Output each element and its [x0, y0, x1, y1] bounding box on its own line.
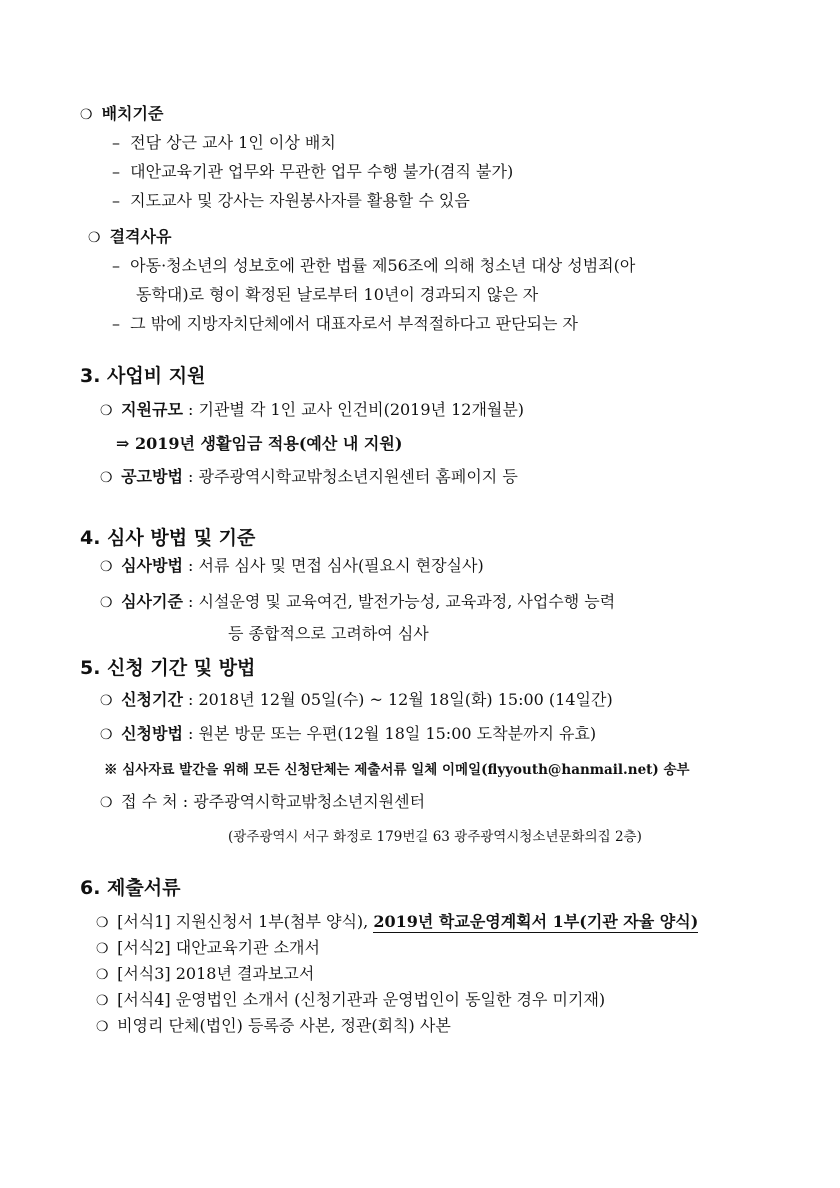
- circle-bullet-icon: ❍: [96, 941, 109, 957]
- application-period-row: ❍ 신청기간 : 2018년 12월 05일(수) ~ 12월 18일(화) 15:00 (14일간): [100, 690, 613, 709]
- list-item-continuation: 동학대)로 형이 확정된 날로부터 10년이 경과되지 않은 자: [136, 285, 539, 304]
- dash-icon: –: [112, 133, 120, 152]
- dash-icon: –: [112, 191, 120, 210]
- circle-bullet-icon: ❍: [80, 107, 93, 123]
- document-item-2: ❍ [서식2] 대안교육기관 소개서: [96, 938, 320, 957]
- list-item: – 전담 상근 교사 1인 이상 배치: [112, 133, 336, 152]
- document-item-4: ❍ [서식4] 운영법인 소개서 (신청기관과 운영법인이 동일한 경우 미기재): [96, 990, 606, 1009]
- review-method-row: ❍ 심사방법 : 서류 심사 및 면접 심사(필요시 현장실사): [100, 556, 484, 575]
- emphasized-plan-requirement: 2019년 학교운영계획서 1부(기관 자율 양식): [373, 912, 699, 931]
- circle-bullet-icon: ❍: [100, 595, 113, 611]
- circle-bullet-icon: ❍: [100, 403, 113, 419]
- application-method-row: ❍ 신청방법 : 원본 방문 또는 우편(12월 18일 15:00 도착분까지 유효): [100, 724, 597, 743]
- document-item-1: ❍ [서식1] 지원신청서 1부(첨부 양식), 2019년 학교운영계획서 1부(기관 자율 양식): [96, 912, 699, 931]
- section-3-heading: 3. 사업비 지원: [80, 365, 206, 387]
- circle-bullet-icon: ❍: [100, 727, 113, 743]
- section-4-heading: 4. 심사 방법 및 기준: [80, 527, 256, 549]
- circle-bullet-icon: ❍: [96, 967, 109, 983]
- document-item-5: ❍ 비영리 단체(법인) 등록증 사본, 정관(회칙) 사본: [96, 1016, 451, 1035]
- list-item: – 대안교육기관 업무와 무관한 업무 수행 불가(겸직 불가): [112, 162, 514, 181]
- review-criteria-row: ❍ 심사기준 : 시설운영 및 교육여건, 발전가능성, 교육과정, 사업수행 능력: [100, 592, 616, 611]
- list-item: – 그 밖에 지방자치단체에서 대표자로서 부적절하다고 판단되는 자: [112, 314, 579, 333]
- dash-icon: –: [112, 314, 120, 333]
- circle-bullet-icon: ❍: [88, 230, 101, 246]
- circle-bullet-icon: ❍: [96, 915, 109, 931]
- circle-bullet-icon: ❍: [100, 795, 113, 811]
- review-criteria-continuation: 등 종합적으로 고려하여 심사: [228, 624, 429, 643]
- dash-icon: –: [112, 256, 120, 275]
- circle-bullet-icon: ❍: [96, 993, 109, 1009]
- circle-bullet-icon: ❍: [100, 693, 113, 709]
- disqualification-heading: ❍ 결격사유: [88, 227, 172, 246]
- section-6-heading: 6. 제출서류: [80, 877, 181, 899]
- list-item: – 아동·청소년의 성보호에 관한 법률 제56조에 의해 청소년 대상 성범죄(아: [112, 256, 636, 275]
- living-wage-note: ⇒ 2019년 생활임금 적용(예산 내 지원): [116, 434, 403, 453]
- placement-criteria-heading: ❍ 배치기준: [80, 104, 164, 123]
- section-5-heading: 5. 신청 기간 및 방법: [80, 657, 256, 679]
- dash-icon: –: [112, 162, 120, 181]
- reception-office-row: ❍ 접 수 처 : 광주광역시학교밖청소년지원센터: [100, 792, 426, 811]
- reception-address: (광주광역시 서구 화정로 179번길 63 광주광역시청소년문화의집 2층): [228, 829, 642, 845]
- list-item: – 지도교사 및 강사는 자원봉사자를 활용할 수 있음: [112, 191, 470, 210]
- circle-bullet-icon: ❍: [96, 1019, 109, 1035]
- support-scale-row: ❍ 지원규모 : 기관별 각 1인 교사 인건비(2019년 12개월분): [100, 400, 525, 419]
- announcement-method-row: ❍ 공고방법 : 광주광역시학교밖청소년지원센터 홈페이지 등: [100, 467, 518, 486]
- circle-bullet-icon: ❍: [100, 470, 113, 486]
- email-submission-notice: ※ 심사자료 발간을 위해 모든 신청단체는 제출서류 일체 이메일(flyyouth@hanmail.net) 송부: [104, 762, 690, 778]
- circle-bullet-icon: ❍: [100, 559, 113, 575]
- document-item-3: ❍ [서식3] 2018년 결과보고서: [96, 964, 315, 983]
